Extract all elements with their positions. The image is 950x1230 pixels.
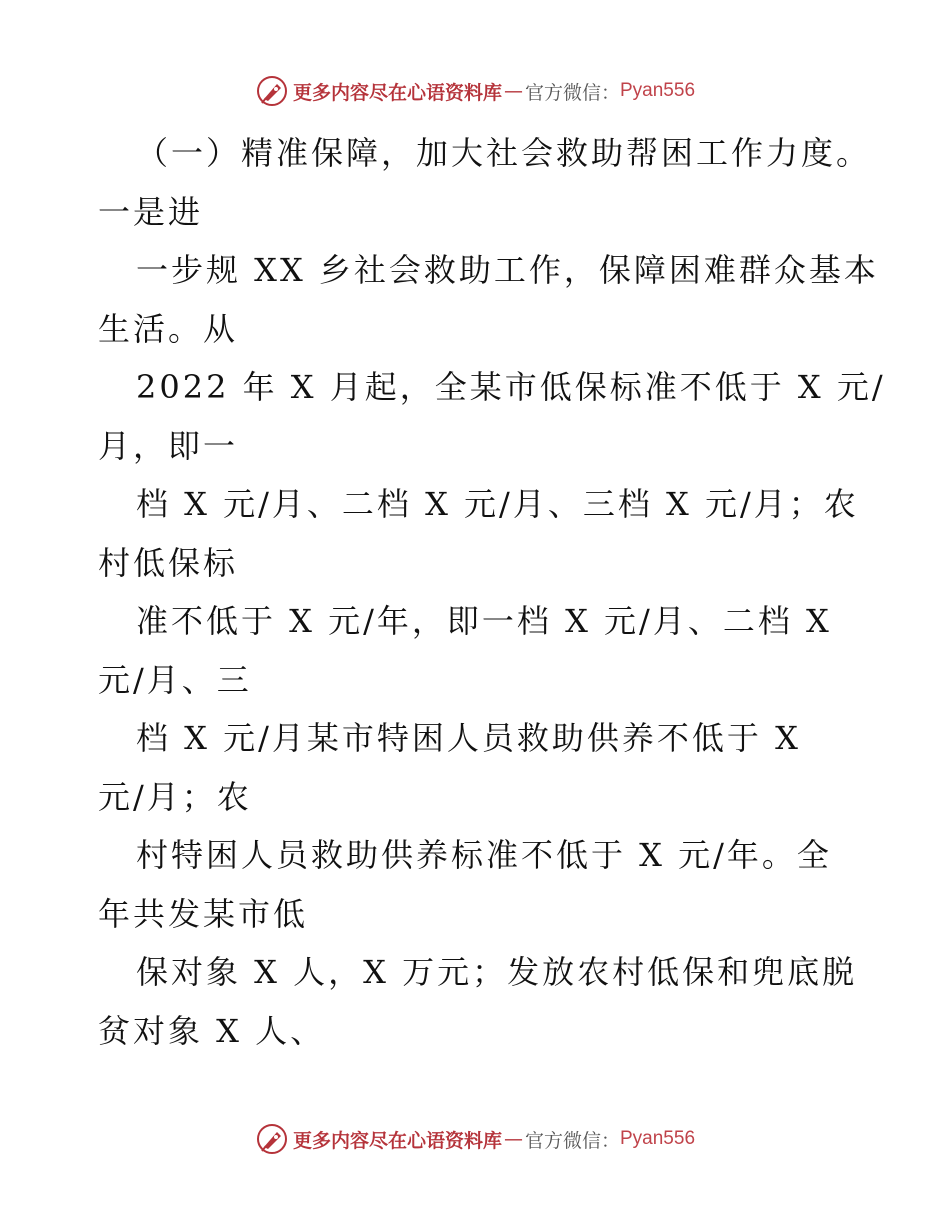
watermark-dash: — bbox=[503, 80, 523, 102]
body-line: 月，即一 bbox=[98, 426, 239, 465]
watermark-wechat-label: 官方微信： bbox=[524, 1129, 620, 1152]
pen-nib-logo-icon bbox=[255, 1122, 289, 1156]
watermark-brand-text: 更多内容尽在心语资料库 bbox=[292, 81, 502, 104]
body-line: 2022 年 X 月起，全某市低保标准不低于 X 元/ bbox=[136, 368, 886, 406]
body-line: 保对象 X 人，X 万元；发放农村低保和兜底脱 bbox=[136, 953, 858, 991]
body-line: 档 X 元/月某市特困人员救助供养不低于 X bbox=[136, 719, 801, 757]
body-line: 元/月、三 bbox=[98, 660, 252, 699]
header-watermark bbox=[0, 71, 950, 111]
body-line: 年共发某市低 bbox=[98, 894, 309, 933]
body-line: 村低保标 bbox=[98, 543, 239, 582]
watermark-dash: — bbox=[503, 1128, 523, 1150]
body-line: （一）精准保障，加大社会救助帮困工作力度。 bbox=[136, 134, 872, 172]
pen-nib-logo-icon bbox=[255, 74, 289, 108]
body-line: 村特困人员救助供养标准不低于 X 元/年。全 bbox=[136, 836, 832, 874]
document-body bbox=[98, 124, 886, 1060]
body-line: 准不低于 X 元/年，即一档 X 元/月、二档 X bbox=[136, 602, 832, 640]
watermark-wechat-label: 官方微信： bbox=[524, 81, 620, 104]
body-line: 一是进 bbox=[98, 192, 204, 231]
body-line: 生活。从 bbox=[98, 309, 239, 348]
footer-watermark bbox=[0, 1119, 950, 1159]
watermark-wechat-id: Pyan556 bbox=[620, 1128, 696, 1149]
body-line: 贫对象 X 人、 bbox=[98, 1011, 326, 1050]
watermark-wechat-id: Pyan556 bbox=[620, 80, 696, 101]
watermark-brand-text: 更多内容尽在心语资料库 bbox=[292, 1129, 502, 1152]
body-line: 一步规 XX 乡社会救助工作，保障困难群众基本 bbox=[136, 251, 879, 289]
body-line: 元/月；农 bbox=[98, 777, 252, 816]
body-line: 档 X 元/月、二档 X 元/月、三档 X 元/月；农 bbox=[136, 485, 859, 523]
